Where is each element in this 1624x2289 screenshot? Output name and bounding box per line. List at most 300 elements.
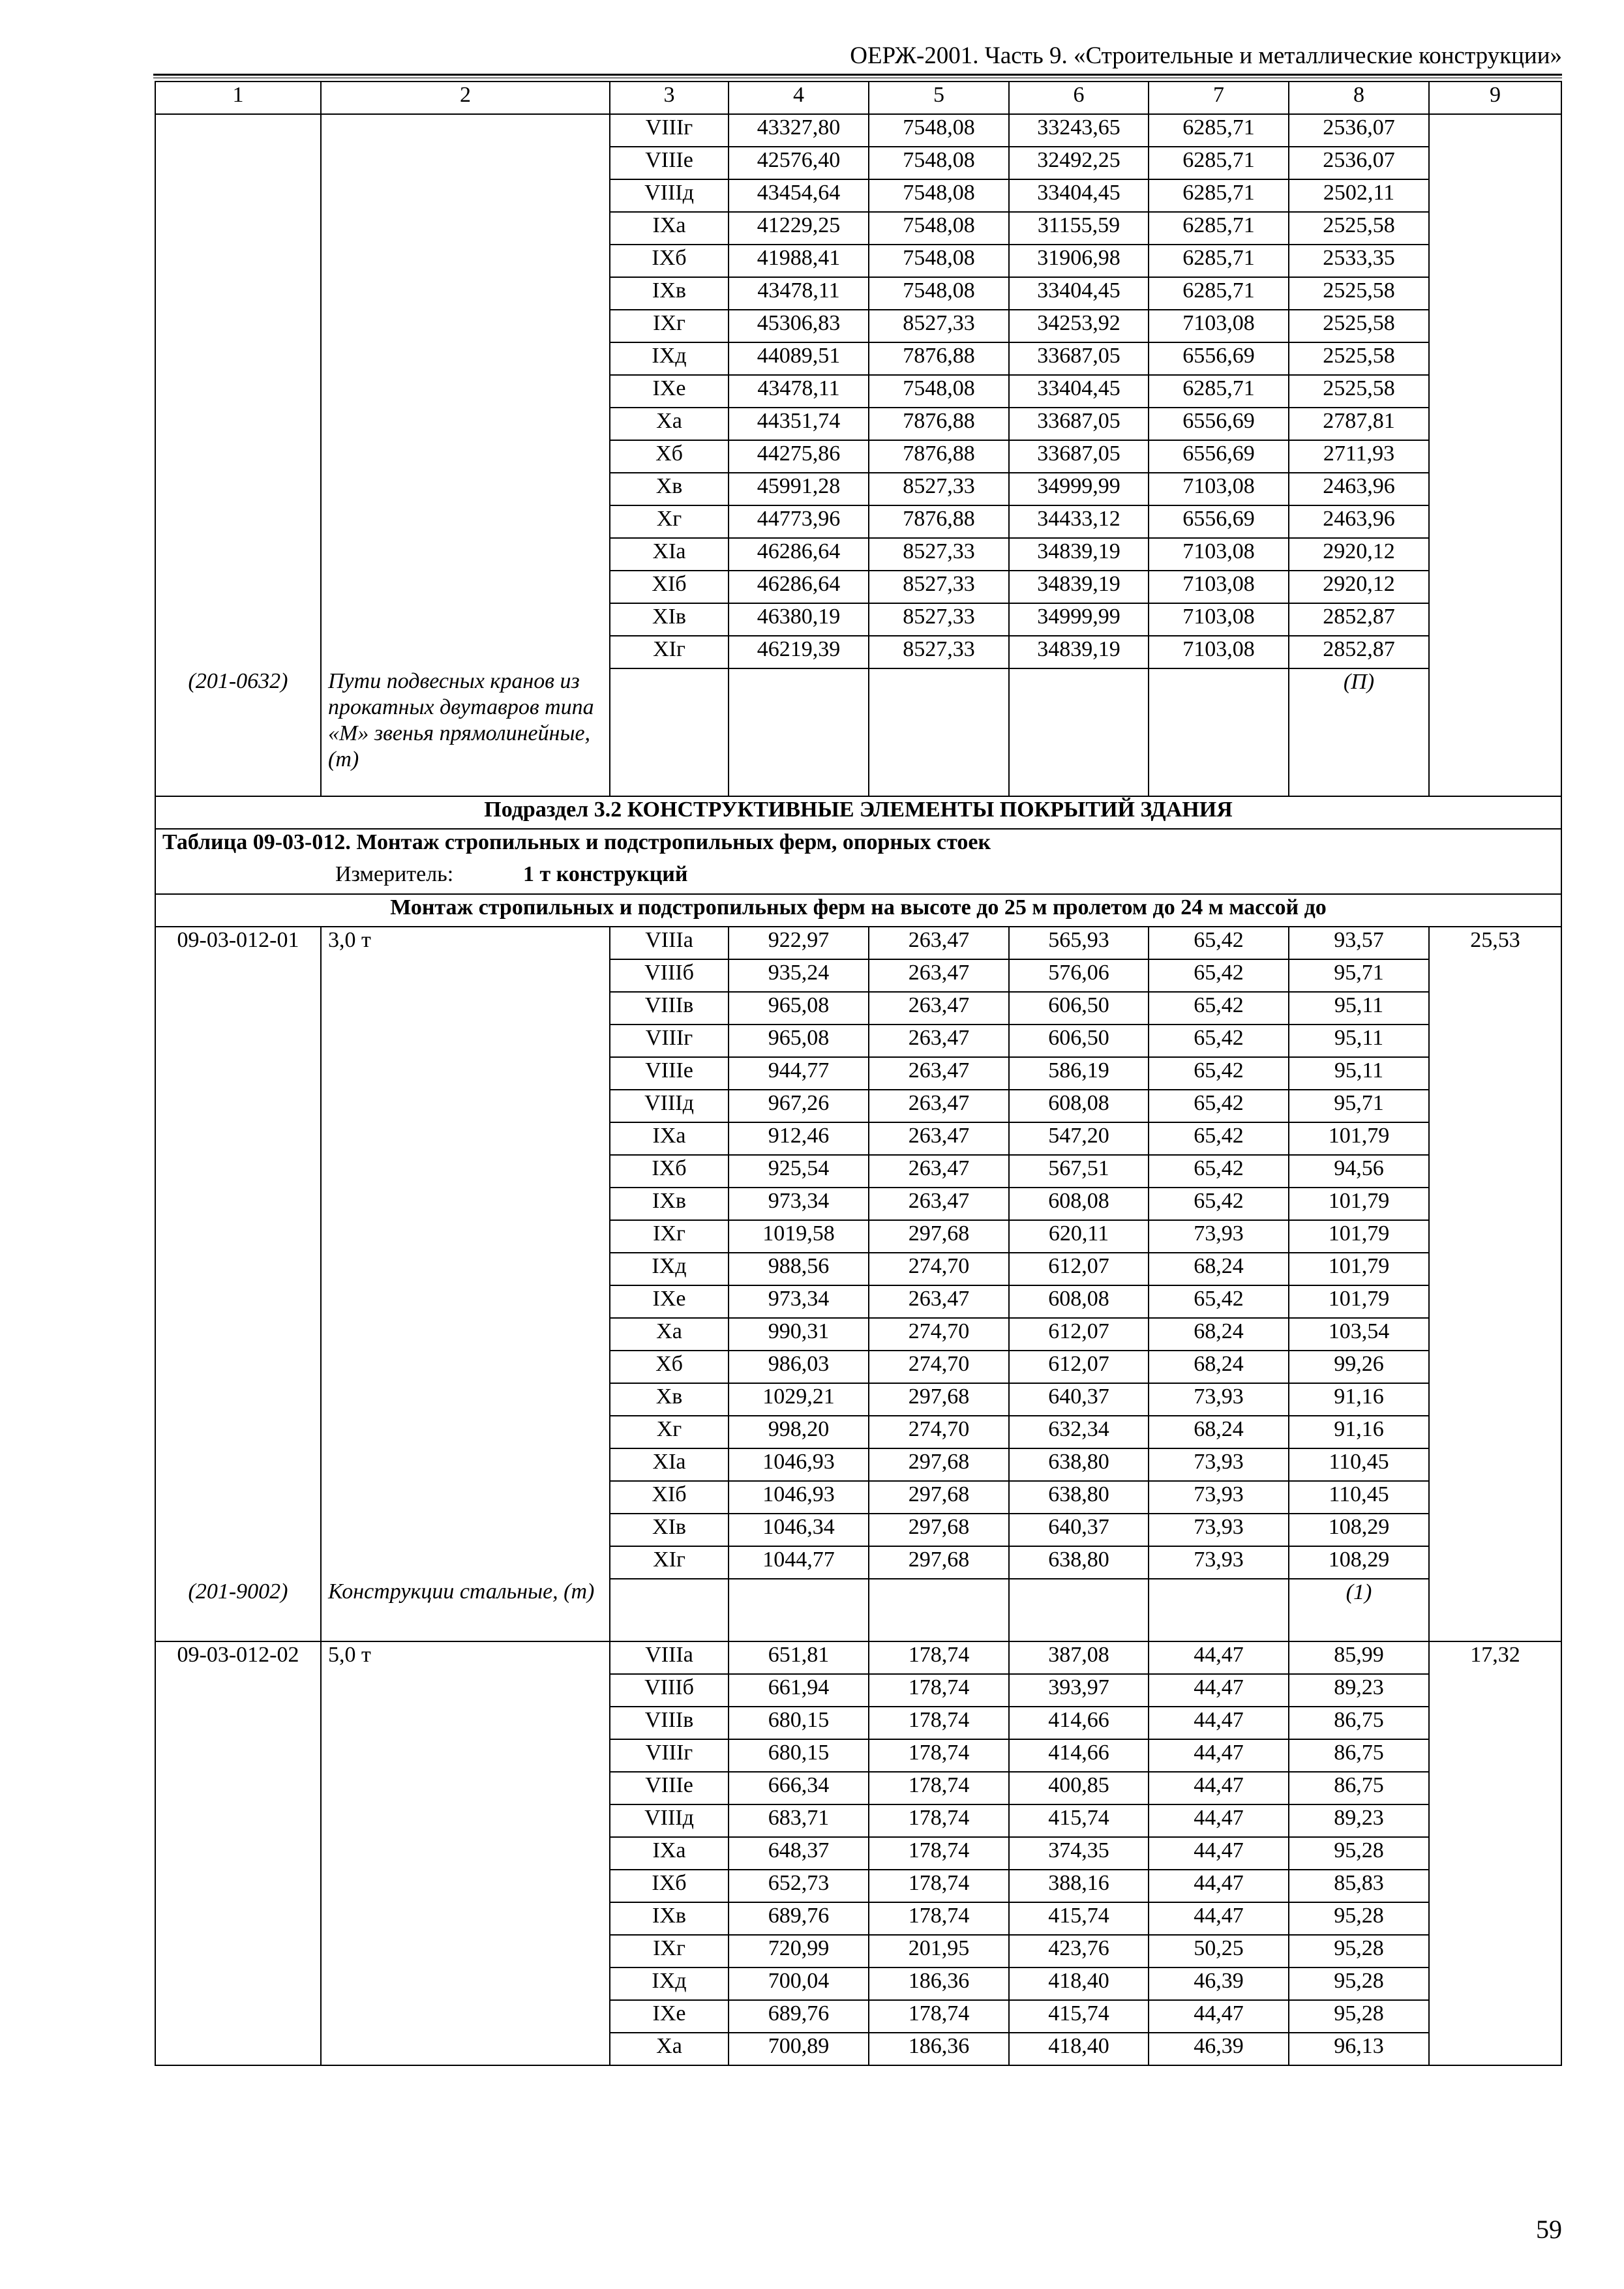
empty-cell [729, 668, 869, 796]
table-cell: 2502,11 [1289, 179, 1429, 212]
table-cell: 44089,51 [729, 342, 869, 375]
table-cell: 178,74 [869, 1641, 1009, 1674]
table-cell: 65,42 [1149, 1090, 1289, 1122]
table-cell: 2533,35 [1289, 245, 1429, 277]
table-cell: 110,45 [1289, 1448, 1429, 1481]
table-cell: 2525,58 [1289, 375, 1429, 408]
column-header: 6 [1009, 82, 1149, 114]
table-cell: 43327,80 [729, 114, 869, 147]
table-cell: 44,47 [1149, 1772, 1289, 1804]
empty-cell [1149, 668, 1289, 796]
table-cell: 65,42 [1149, 1122, 1289, 1155]
table-cell: IXв [610, 1188, 729, 1220]
table-title-row [155, 829, 1561, 861]
table-cell: IXа [610, 1122, 729, 1155]
table-cell: 632,34 [1009, 1416, 1149, 1448]
table-cell: 44275,86 [729, 440, 869, 473]
table-cell: VIIIб [610, 1674, 729, 1707]
table-cell: 33404,45 [1009, 375, 1149, 408]
table-cell: 101,79 [1289, 1220, 1429, 1253]
table-cell: 86,75 [1289, 1739, 1429, 1772]
table-cell: VIIIе [610, 147, 729, 179]
table-cell: 7103,08 [1149, 636, 1289, 668]
table-cell: 700,89 [729, 2033, 869, 2065]
table-cell: 34253,92 [1009, 310, 1149, 342]
table-cell: 99,26 [1289, 1351, 1429, 1383]
table-cell: IXб [610, 245, 729, 277]
table-cell: 7876,88 [869, 342, 1009, 375]
table-cell: 43478,11 [729, 277, 869, 310]
table-cell: 7548,08 [869, 147, 1009, 179]
table-cell: 700,04 [729, 1967, 869, 2000]
table-cell: 2711,93 [1289, 440, 1429, 473]
table-cell: 297,68 [869, 1383, 1009, 1416]
table-cell: 297,68 [869, 1514, 1009, 1546]
table-cell: 689,76 [729, 1902, 869, 1935]
table-cell: 418,40 [1009, 2033, 1149, 2065]
table-cell: 68,24 [1149, 1253, 1289, 1285]
table-cell: 651,81 [729, 1641, 869, 1674]
table-cell: 34839,19 [1009, 538, 1149, 571]
table-cell: IXа [610, 1837, 729, 1870]
table-cell: 46380,19 [729, 603, 869, 636]
table-cell: 680,15 [729, 1707, 869, 1739]
table-cell: 73,93 [1149, 1514, 1289, 1546]
table-cell: 620,11 [1009, 1220, 1149, 1253]
table-cell: 91,16 [1289, 1416, 1429, 1448]
table-cell: IXд [610, 1967, 729, 2000]
table-cell: 274,70 [869, 1253, 1009, 1285]
table-cell: 44,47 [1149, 1870, 1289, 1902]
table-cell: 95,71 [1289, 959, 1429, 992]
table-cell: Xб [610, 440, 729, 473]
table-cell: 68,24 [1149, 1318, 1289, 1351]
table-cell: XIг [610, 1546, 729, 1579]
table-cell: 68,24 [1149, 1351, 1289, 1383]
empty-cell [155, 114, 321, 668]
table-cell: 8527,33 [869, 473, 1009, 505]
table-cell: 586,19 [1009, 1057, 1149, 1090]
table-cell: 33687,05 [1009, 342, 1149, 375]
table-cell: 608,08 [1009, 1090, 1149, 1122]
table-cell: 2536,07 [1289, 114, 1429, 147]
table-cell: 263,47 [869, 1090, 1009, 1122]
table-cell: 33687,05 [1009, 408, 1149, 440]
rate-code: 09-03-012-01 [155, 927, 321, 1579]
table-cell: 2536,07 [1289, 147, 1429, 179]
column-header: 4 [729, 82, 869, 114]
empty-cell [869, 668, 1009, 796]
table-cell: 638,80 [1009, 1546, 1149, 1579]
table-cell: VIIIа [610, 1641, 729, 1674]
empty-cell [1009, 668, 1149, 796]
table-cell: IXг [610, 1220, 729, 1253]
table-cell: 7548,08 [869, 212, 1009, 245]
table-cell: XIа [610, 538, 729, 571]
table-cell: 31155,59 [1009, 212, 1149, 245]
page-number: 59 [1536, 2215, 1562, 2244]
table-cell: 2463,96 [1289, 473, 1429, 505]
table-cell: XIб [610, 1481, 729, 1514]
table-cell: 65,42 [1149, 1188, 1289, 1220]
resource-name: Пути подвесных кранов из прокатных двутавров типа «М» звенья прямолинейные, (т) [321, 668, 610, 796]
table-cell: 178,74 [869, 1902, 1009, 1935]
table-cell: 1044,77 [729, 1546, 869, 1579]
table-cell: 34999,99 [1009, 603, 1149, 636]
table-cell: 34433,12 [1009, 505, 1149, 538]
table-row [155, 927, 1561, 959]
table-cell: 101,79 [1289, 1253, 1429, 1285]
table-cell: 6285,71 [1149, 245, 1289, 277]
table-cell: 34839,19 [1009, 571, 1149, 603]
table-cell: 6285,71 [1149, 114, 1289, 147]
table-cell: 96,13 [1289, 2033, 1429, 2065]
table-cell: 6285,71 [1149, 375, 1289, 408]
table-cell: 689,76 [729, 2000, 869, 2033]
empty-cell [1429, 114, 1561, 796]
table-cell: 65,42 [1149, 1285, 1289, 1318]
table-cell: 178,74 [869, 1804, 1009, 1837]
table-cell: XIг [610, 636, 729, 668]
table-cell: 95,71 [1289, 1090, 1429, 1122]
table-cell: 46,39 [1149, 1967, 1289, 2000]
table-cell: VIIIв [610, 1707, 729, 1739]
table-cell: IXе [610, 1285, 729, 1318]
table-cell: 415,74 [1009, 1902, 1149, 1935]
table-cell: 33404,45 [1009, 277, 1149, 310]
table-cell: VIIIе [610, 1772, 729, 1804]
table-cell: 108,29 [1289, 1514, 1429, 1546]
table-cell: 65,42 [1149, 927, 1289, 959]
table-cell: 110,45 [1289, 1481, 1429, 1514]
table-cell: Xв [610, 473, 729, 505]
table-cell: 1029,21 [729, 1383, 869, 1416]
table-cell: 7103,08 [1149, 473, 1289, 505]
table-cell: 965,08 [729, 992, 869, 1025]
table-cell: IXе [610, 375, 729, 408]
table-cell: 44,47 [1149, 1902, 1289, 1935]
column-header: 7 [1149, 82, 1289, 114]
subheading: Монтаж стропильных и подстропильных ферм на высоте до 25 м пролетом до 24 м массой до [155, 894, 1561, 927]
table-cell: 567,51 [1009, 1155, 1149, 1188]
table-cell: 86,75 [1289, 1772, 1429, 1804]
table-cell: 186,36 [869, 2033, 1009, 2065]
table-cell: 415,74 [1009, 1804, 1149, 1837]
table-cell: Xг [610, 505, 729, 538]
meter [155, 861, 1561, 894]
table-cell: 7548,08 [869, 179, 1009, 212]
table-cell: 95,28 [1289, 2000, 1429, 2033]
table-cell: 8527,33 [869, 636, 1009, 668]
column-header: 8 [1289, 82, 1429, 114]
empty-cell [610, 1579, 729, 1641]
meter-value: 1 т конструкций [523, 862, 688, 886]
table-cell: 178,74 [869, 1772, 1009, 1804]
rate-col9: 25,53 [1429, 927, 1561, 1641]
table-cell: XIв [610, 603, 729, 636]
table-cell: 85,99 [1289, 1641, 1429, 1674]
table-cell: 652,73 [729, 1870, 869, 1902]
table-cell: 73,93 [1149, 1448, 1289, 1481]
meter-row [155, 861, 1561, 894]
table-cell: 612,07 [1009, 1318, 1149, 1351]
table-cell: 44,47 [1149, 2000, 1289, 2033]
empty-cell [729, 1579, 869, 1641]
table-cell: 6285,71 [1149, 147, 1289, 179]
rates-table [155, 81, 1562, 2066]
column-header: 9 [1429, 82, 1561, 114]
section-row [155, 796, 1561, 829]
table-cell: 547,20 [1009, 1122, 1149, 1155]
table-cell: 967,26 [729, 1090, 869, 1122]
table-cell: Xа [610, 408, 729, 440]
table-cell: 8527,33 [869, 571, 1009, 603]
resource-code: (201-9002) [155, 1579, 321, 1641]
table-cell: XIв [610, 1514, 729, 1546]
table-cell: 7876,88 [869, 505, 1009, 538]
table-cell: 263,47 [869, 992, 1009, 1025]
table-cell: 95,11 [1289, 1025, 1429, 1057]
table-cell: 6556,69 [1149, 342, 1289, 375]
table-cell: 44773,96 [729, 505, 869, 538]
table-cell: 34839,19 [1009, 636, 1149, 668]
table-cell: 720,99 [729, 1935, 869, 1967]
table-cell: 1046,93 [729, 1448, 869, 1481]
table-cell: 608,08 [1009, 1188, 1149, 1220]
table-cell: 640,37 [1009, 1514, 1149, 1546]
table-cell: 8527,33 [869, 310, 1009, 342]
table-cell: 178,74 [869, 1739, 1009, 1772]
table-cell: 263,47 [869, 1122, 1009, 1155]
table-cell: VIIIг [610, 1739, 729, 1772]
table-cell: 43478,11 [729, 375, 869, 408]
table-cell: 85,83 [1289, 1870, 1429, 1902]
table-cell: 274,70 [869, 1318, 1009, 1351]
table-cell: 44,47 [1149, 1674, 1289, 1707]
table-cell: 103,54 [1289, 1318, 1429, 1351]
table-cell: 7103,08 [1149, 310, 1289, 342]
table-cell: IXг [610, 1935, 729, 1967]
table-cell: 65,42 [1149, 1155, 1289, 1188]
table-cell: 6556,69 [1149, 505, 1289, 538]
empty-cell [610, 668, 729, 796]
column-header: 5 [869, 82, 1009, 114]
table-cell: 1019,58 [729, 1220, 869, 1253]
table-cell: 1046,93 [729, 1481, 869, 1514]
table-cell: 661,94 [729, 1674, 869, 1707]
empty-cell [1149, 1579, 1289, 1641]
table-cell: 41229,25 [729, 212, 869, 245]
table-cell: VIIIд [610, 1090, 729, 1122]
table-cell: VIIIд [610, 179, 729, 212]
table-cell: 178,74 [869, 1870, 1009, 1902]
table-cell: VIIIб [610, 959, 729, 992]
table-cell: 108,29 [1289, 1546, 1429, 1579]
table-cell: XIа [610, 1448, 729, 1481]
table-cell: IXв [610, 1902, 729, 1935]
table-cell: 2920,12 [1289, 571, 1429, 603]
table-cell: 89,23 [1289, 1804, 1429, 1837]
resource-name: Конструкции стальные, (т) [321, 1579, 610, 1641]
table-cell: 418,40 [1009, 1967, 1149, 2000]
table-cell: 33243,65 [1009, 114, 1149, 147]
table-cell: 998,20 [729, 1416, 869, 1448]
table-cell: 7103,08 [1149, 603, 1289, 636]
table-cell: 297,68 [869, 1448, 1009, 1481]
table-cell: 33687,05 [1009, 440, 1149, 473]
table-cell: 6556,69 [1149, 440, 1289, 473]
table-cell: 101,79 [1289, 1188, 1429, 1220]
table-cell: 263,47 [869, 927, 1009, 959]
table-row [155, 114, 1561, 147]
section-title: Подраздел 3.2 КОНСТРУКТИВНЫЕ ЭЛЕМЕНТЫ ПОКРЫТИЙ ЗДАНИЯ [155, 796, 1561, 829]
table-cell: 7548,08 [869, 375, 1009, 408]
table-cell: 263,47 [869, 1188, 1009, 1220]
table-cell: 565,93 [1009, 927, 1149, 959]
table-cell: 31906,98 [1009, 245, 1149, 277]
table-cell: 178,74 [869, 1837, 1009, 1870]
table-cell: 612,07 [1009, 1253, 1149, 1285]
table-cell: 44,47 [1149, 1837, 1289, 1870]
table-cell: 925,54 [729, 1155, 869, 1188]
table-cell: 45306,83 [729, 310, 869, 342]
table-cell: XIб [610, 571, 729, 603]
table-cell: 95,11 [1289, 992, 1429, 1025]
table-cell: VIIIв [610, 992, 729, 1025]
table-cell: 65,42 [1149, 1025, 1289, 1057]
table-cell: VIIIа [610, 927, 729, 959]
table-cell: 50,25 [1149, 1935, 1289, 1967]
table-cell: 2525,58 [1289, 212, 1429, 245]
table-cell: 374,35 [1009, 1837, 1149, 1870]
empty-cell [1009, 1579, 1149, 1641]
column-header-row [155, 82, 1561, 114]
table-cell: Xа [610, 2033, 729, 2065]
table-cell: 2852,87 [1289, 603, 1429, 636]
table-cell: 606,50 [1009, 992, 1149, 1025]
empty-cell [321, 114, 610, 668]
table-cell: IXб [610, 1155, 729, 1188]
table-cell: 666,34 [729, 1772, 869, 1804]
table-cell: 46,39 [1149, 2033, 1289, 2065]
table-cell: 988,56 [729, 1253, 869, 1285]
table-cell: 6285,71 [1149, 179, 1289, 212]
table-cell: 606,50 [1009, 1025, 1149, 1057]
table-cell: 973,34 [729, 1188, 869, 1220]
rates-table-body [155, 82, 1561, 2065]
table-cell: 297,68 [869, 1546, 1009, 1579]
table-cell: IXг [610, 310, 729, 342]
table-cell: 186,36 [869, 1967, 1009, 2000]
table-cell: 95,11 [1289, 1057, 1429, 1090]
table-cell: 45991,28 [729, 473, 869, 505]
table-cell: Xг [610, 1416, 729, 1448]
table-cell: 8527,33 [869, 538, 1009, 571]
table-row [155, 1641, 1561, 1674]
table-cell: 297,68 [869, 1481, 1009, 1514]
table-cell: 44,47 [1149, 1707, 1289, 1739]
rate-col9: 17,32 [1429, 1641, 1561, 2065]
rate-name: 3,0 т [321, 927, 610, 1579]
column-header: 2 [321, 82, 610, 114]
table-cell: 912,46 [729, 1122, 869, 1155]
table-cell: 7103,08 [1149, 571, 1289, 603]
table-cell: 990,31 [729, 1318, 869, 1351]
table-cell: 638,80 [1009, 1481, 1149, 1514]
table-cell: 683,71 [729, 1804, 869, 1837]
table-cell: 65,42 [1149, 992, 1289, 1025]
table-cell: 43454,64 [729, 179, 869, 212]
table-cell: 2525,58 [1289, 342, 1429, 375]
table-cell: 44,47 [1149, 1804, 1289, 1837]
meter-label: Измеритель: [335, 862, 454, 886]
table-cell: 33404,45 [1009, 179, 1149, 212]
table-cell: 935,24 [729, 959, 869, 992]
table-cell: 973,34 [729, 1285, 869, 1318]
table-cell: 8527,33 [869, 603, 1009, 636]
table-cell: 274,70 [869, 1416, 1009, 1448]
table-cell: 415,74 [1009, 2000, 1149, 2033]
table-cell: 263,47 [869, 959, 1009, 992]
table-cell: 44,47 [1149, 1641, 1289, 1674]
resource-row [155, 668, 1561, 796]
table-cell: 178,74 [869, 2000, 1009, 2033]
table-cell: 7548,08 [869, 245, 1009, 277]
table-cell: 414,66 [1009, 1739, 1149, 1772]
table-cell: 576,06 [1009, 959, 1149, 992]
table-cell: 612,07 [1009, 1351, 1149, 1383]
table-cell: 640,37 [1009, 1383, 1149, 1416]
table-cell: 986,03 [729, 1351, 869, 1383]
table-cell: 101,79 [1289, 1285, 1429, 1318]
table-cell: VIIIг [610, 114, 729, 147]
table-cell: 608,08 [1009, 1285, 1149, 1318]
table-cell: 7548,08 [869, 277, 1009, 310]
table-cell: 2463,96 [1289, 505, 1429, 538]
table-cell: 2525,58 [1289, 310, 1429, 342]
table-cell: VIIIд [610, 1804, 729, 1837]
table-cell: 178,74 [869, 1674, 1009, 1707]
table-cell: 2787,81 [1289, 408, 1429, 440]
table-cell: IXд [610, 1253, 729, 1285]
table-title: Таблица 09-03-012. Монтаж стропильных и подстропильных ферм, опорных стоек [155, 829, 1561, 861]
resource-row [155, 1579, 1561, 1641]
table-cell: 94,56 [1289, 1155, 1429, 1188]
table-cell: 6285,71 [1149, 212, 1289, 245]
table-cell: 65,42 [1149, 1057, 1289, 1090]
table-cell: IXб [610, 1870, 729, 1902]
table-cell: 42576,40 [729, 147, 869, 179]
table-cell: IXа [610, 212, 729, 245]
table-cell: 7876,88 [869, 440, 1009, 473]
table-cell: 41988,41 [729, 245, 869, 277]
table-cell: 73,93 [1149, 1220, 1289, 1253]
table-cell: 101,79 [1289, 1122, 1429, 1155]
column-header: 1 [155, 82, 321, 114]
empty-cell [869, 1579, 1009, 1641]
table-cell: 68,24 [1149, 1416, 1289, 1448]
table-cell: 73,93 [1149, 1546, 1289, 1579]
table-cell: 73,93 [1149, 1383, 1289, 1416]
table-cell: Xа [610, 1318, 729, 1351]
table-cell: 638,80 [1009, 1448, 1149, 1481]
resource-qty: (П) [1289, 668, 1429, 796]
table-cell: 91,16 [1289, 1383, 1429, 1416]
table-cell: Xб [610, 1351, 729, 1383]
table-cell: 2852,87 [1289, 636, 1429, 668]
resource-qty: (1) [1289, 1579, 1429, 1641]
table-cell: 393,97 [1009, 1674, 1149, 1707]
